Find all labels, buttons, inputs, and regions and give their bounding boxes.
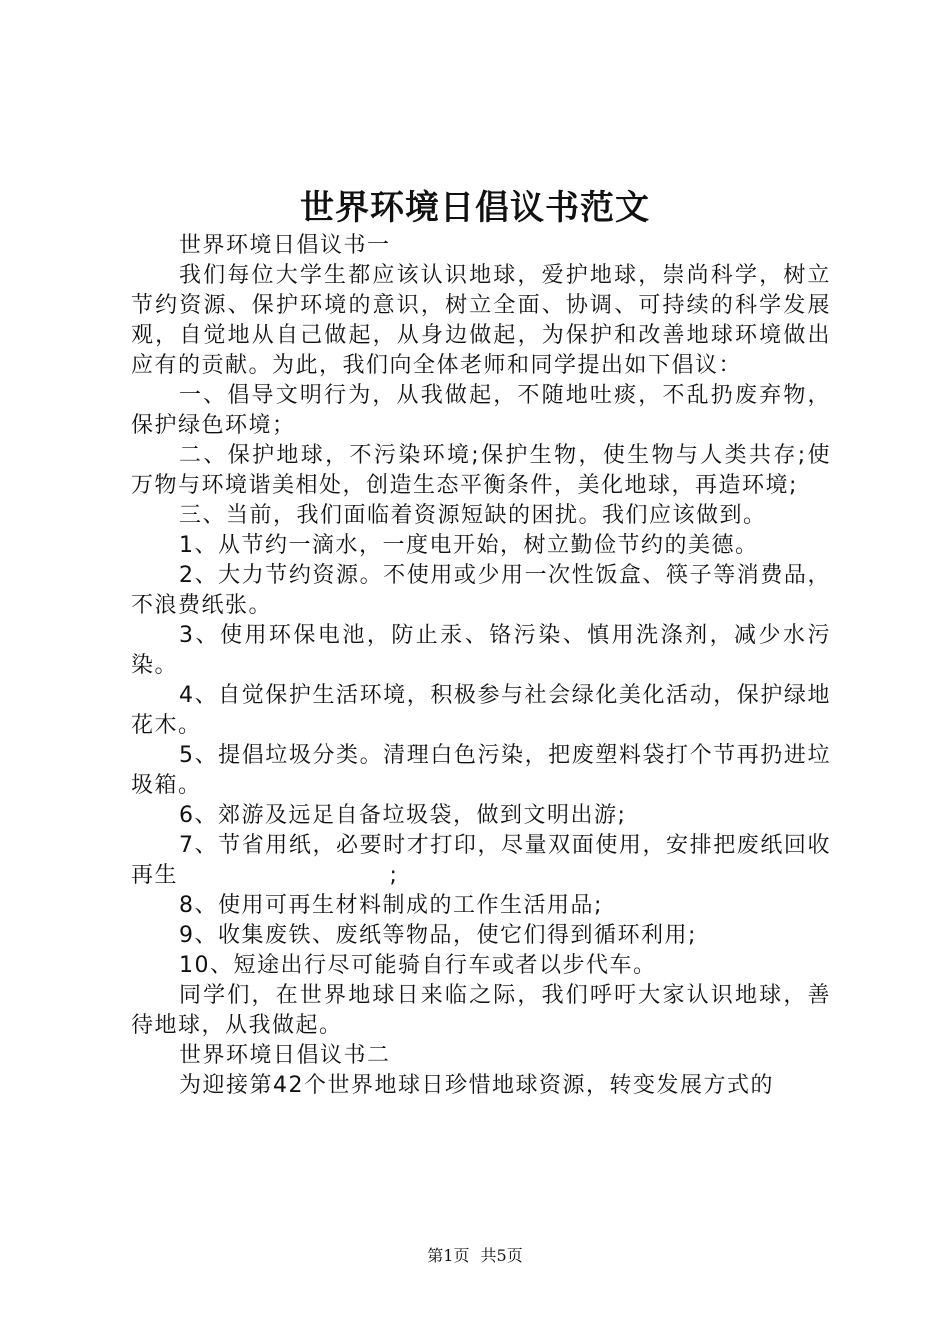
document-title: 世界环境日倡议书范文 <box>300 188 650 228</box>
paragraph-intro: 我们每位大学生都应该认识地球，爱护地球，崇尚科学，树立节约资源、保护环境的意识，树立全面、协调、可持续的科学发展观，自觉地从自己做起，从身边做起，为保护和改善地球环境做出应有的贡献。为此，我们向全体老师和同学提出如下倡议： <box>131 263 831 378</box>
list-item: 4、自觉保护生活环境，积极参与社会绿化美化活动，保护绿地花木。 <box>131 683 831 738</box>
proposal-item-3: 三、当前，我们面临着资源短缺的困扰。我们应该做到。 <box>179 503 767 528</box>
list-item: 10、短途出行尽可能骑自行车或者以步代车。 <box>179 953 657 978</box>
list-item: 6、郊游及远足自备垃圾袋，做到文明出游; <box>179 803 627 828</box>
page-footer <box>0 1246 950 1266</box>
paragraph-section-2-start: 为迎接第42个世界地球日珍惜地球资源，转变发展方式的 <box>179 1073 774 1098</box>
list-item: 3、使用环保电池，防止汞、铬污染、慎用洗涤剂，减少水污染。 <box>131 623 831 678</box>
list-item: 7、节省用纸，必要时才打印，尽量双面使用，安排把废纸回收再生 ; <box>131 833 831 888</box>
page-number: 第1页 <box>427 1246 470 1265</box>
proposal-item-2: 二、保护地球，不污染环境;保护生物，使生物与人类共存;使万物与环境谐美相处，创造生态平衡条件，美化地球，再造环境; <box>131 443 831 498</box>
list-item: 9、收集废铁、废纸等物品，使它们得到循环利用; <box>179 923 697 948</box>
proposal-item-1: 一、倡导文明行为，从我做起，不随地吐痰，不乱扔废弃物，保护绿色环境； <box>131 383 831 438</box>
list-item: 2、大力节约资源。不使用或少用一次性饭盒、筷子等消费品，不浪费纸张。 <box>131 563 831 618</box>
paragraph-appeal: 同学们，在世界地球日来临之际，我们呼吁大家认识地球，善待地球，从我做起。 <box>131 983 831 1038</box>
section-heading-1: 世界环境日倡议书一 <box>179 233 391 258</box>
list-item: 8、使用可再生材料制成的工作生活用品; <box>179 893 603 918</box>
section-heading-2: 世界环境日倡议书二 <box>179 1043 391 1068</box>
page-total: 共5页 <box>480 1246 523 1265</box>
list-item: 1、从节约一滴水，一度电开始，树立勤俭节约的美德。 <box>179 533 759 558</box>
list-item: 5、提倡垃圾分类。清理白色污染，把废塑料袋打个节再扔进垃圾箱。 <box>131 743 831 798</box>
document-body <box>131 231 831 1101</box>
